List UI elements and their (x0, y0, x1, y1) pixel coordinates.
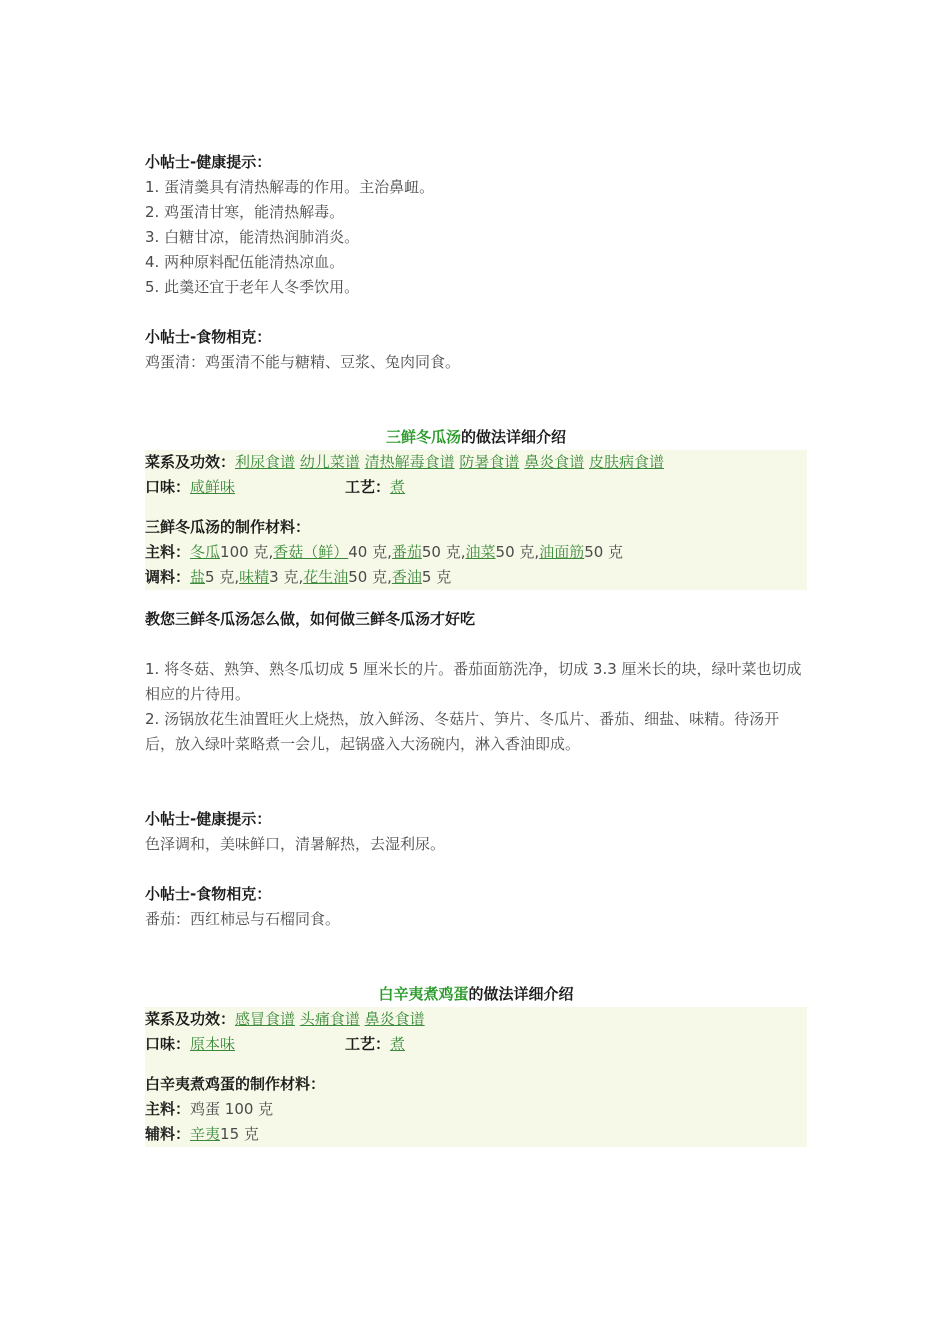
taste-label: 口味： (145, 478, 191, 496)
craft-link[interactable]: 煮 (390, 478, 406, 496)
materials-heading: 三鲜冬瓜汤的制作材料： (145, 518, 311, 536)
food-conflict-heading: 小帖士-食物相克： (145, 328, 272, 346)
recipe-info-box (145, 1007, 807, 1147)
craft-label: 工艺： (345, 478, 391, 496)
cuisine-link[interactable]: 防暑食谱 (459, 453, 520, 471)
seasoning-link[interactable]: 盐 (190, 568, 206, 586)
seasoning-link[interactable]: 香油 (391, 568, 422, 586)
cuisine-link[interactable]: 清热解毒食谱 (364, 453, 455, 471)
ingredient-amount: 15 克 (220, 1125, 259, 1143)
health-tip-item: 1. 蛋清羹具有清热解毒的作用。主治鼻衄。 (145, 178, 435, 196)
cuisine-link[interactable]: 皮肤病食谱 (589, 453, 665, 471)
seasoning-amount: 5 克 (421, 568, 452, 586)
recipe-title (145, 982, 807, 1007)
health-tip-heading: 小帖士-健康提示： (145, 153, 272, 171)
recipe-title-name[interactable]: 三鲜冬瓜汤 (385, 428, 461, 446)
taste-link[interactable]: 原本味 (190, 1035, 236, 1053)
ingredient-link[interactable]: 油菜 (465, 543, 496, 561)
ingredient-link[interactable]: 辛夷 (190, 1125, 221, 1143)
cuisine-link[interactable]: 利尿食谱 (235, 453, 296, 471)
aux-ingredients-label: 辅料： (145, 1125, 191, 1143)
ingredient-link[interactable]: 番茄 (391, 543, 422, 561)
materials-heading: 白辛夷煮鸡蛋的制作材料： (145, 1075, 326, 1093)
recipe-title-name[interactable]: 白辛夷煮鸡蛋 (378, 985, 469, 1003)
food-conflict-heading: 小帖士-食物相克： (145, 885, 272, 903)
ingredient-link[interactable]: 冬瓜 (190, 543, 221, 561)
taste-label: 口味： (145, 1035, 191, 1053)
howto-heading: 教您三鲜冬瓜汤怎么做，如何做三鲜冬瓜汤才好吃 (145, 610, 476, 628)
health-tip-text: 色泽调和，美味鲜口，清暑解热，去湿利尿。 (145, 835, 446, 853)
seasoning-amount: 50 克 (348, 568, 388, 586)
food-conflict-text: 番茄：西红柿忌与石榴同食。 (145, 910, 341, 928)
recipe-title-suffix: 的做法详细介绍 (461, 428, 567, 446)
health-tip-item: 5. 此羹还宜于老年人冬季饮用。 (145, 278, 360, 296)
cuisine-link[interactable]: 头痛食谱 (299, 1010, 360, 1028)
main-ingredients-label: 主料： (145, 543, 191, 561)
health-tip-item: 3. 白糖甘凉，能清热润肺消炎。 (145, 228, 360, 246)
recipe-info-box: 菜系及功效：利尿食谱 幼儿菜谱 清热解毒食谱 防暑食谱 鼻炎食谱 皮肤病食谱 口味：咸鲜味 工艺：煮 三鲜冬瓜汤的制作材料： 主料：冬瓜100 克,香菇（鲜）40 克,番茄50 克,油菜50 克,油面筋50 克 调料：盐5 克,味精3 克,花生油50 克,香油5 克 (145, 450, 807, 590)
ingredient-text: 鸡蛋 100 克 (190, 1100, 274, 1118)
cuisine-link[interactable]: 鼻炎食谱 (524, 453, 585, 471)
cuisine-label: 菜系及功效： (145, 453, 236, 471)
seasoning-label: 调料： (145, 568, 191, 586)
recipe-title (145, 425, 807, 450)
ingredient-amount: 50 克 (421, 543, 461, 561)
seasoning-link[interactable]: 花生油 (303, 568, 349, 586)
ingredient-amount: 100 克 (220, 543, 269, 561)
main-ingredients-label: 主料： (145, 1100, 191, 1118)
craft-link[interactable]: 煮 (390, 1035, 406, 1053)
ingredient-amount: 50 克 (495, 543, 535, 561)
cuisine-link[interactable]: 感冒食谱 (235, 1010, 296, 1028)
cuisine-link[interactable]: 鼻炎食谱 (364, 1010, 425, 1028)
craft-label: 工艺： (345, 1035, 391, 1053)
ingredient-amount: 50 克 (584, 543, 624, 561)
ingredient-link[interactable]: 油面筋 (539, 543, 585, 561)
cooking-step: 2. 汤锅放花生油置旺火上烧热，放入鲜汤、冬菇片、笋片、冬瓜片、番茄、细盐、味精。待汤开后，放入绿叶菜略煮一会儿，起锅盛入大汤碗内，淋入香油即成。 (145, 710, 780, 753)
document-page (145, 150, 807, 1147)
food-conflict-text: 鸡蛋清：鸡蛋清不能与糖精、豆浆、兔肉同食。 (145, 353, 461, 371)
health-tip-item: 2. 鸡蛋清甘寒，能清热解毒。 (145, 203, 345, 221)
recipe-title-suffix: 的做法详细介绍 (468, 985, 574, 1003)
health-tip-item: 4. 两种原料配伍能清热凉血。 (145, 253, 345, 271)
taste-link[interactable]: 咸鲜味 (190, 478, 236, 496)
cooking-step: 1. 将冬菇、熟笋、熟冬瓜切成 5 厘米长的片。番茄面筋洗净，切成 3.3 厘米长的块，绿叶菜也切成相应的片待用。 (145, 660, 802, 703)
seasoning-amount: 3 克 (269, 568, 299, 586)
seasoning-amount: 5 克 (205, 568, 235, 586)
cuisine-link[interactable]: 幼儿菜谱 (299, 453, 360, 471)
ingredient-link[interactable]: 香菇（鲜） (273, 543, 349, 561)
ingredient-amount: 40 克 (348, 543, 388, 561)
health-tip-heading: 小帖士-健康提示： (145, 810, 272, 828)
cuisine-label: 菜系及功效： (145, 1010, 236, 1028)
seasoning-link[interactable]: 味精 (239, 568, 270, 586)
